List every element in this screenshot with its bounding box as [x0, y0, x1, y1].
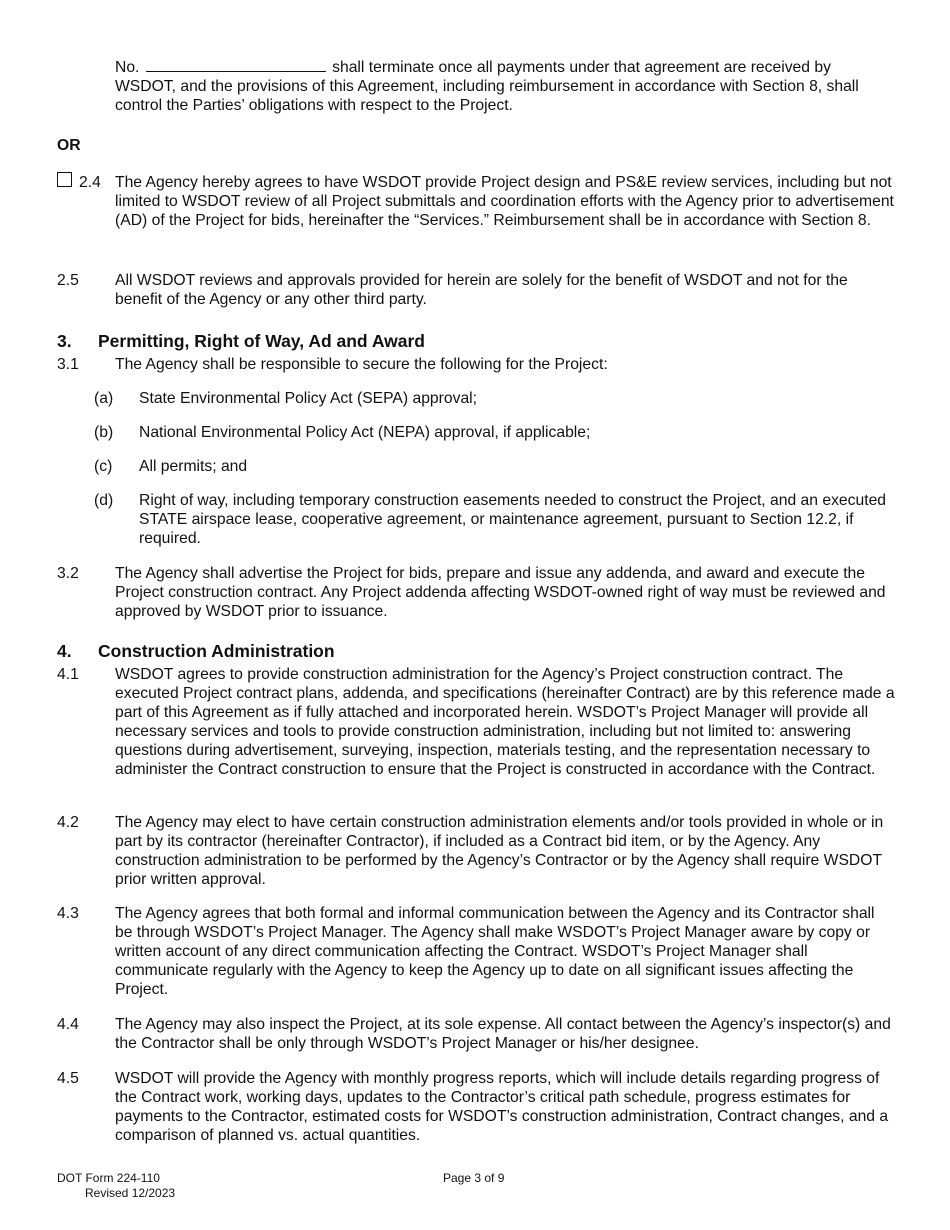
agreement-no-label: No.	[115, 59, 140, 76]
list-item-b-label: (b)	[94, 424, 114, 441]
footer-revised-date: Revised 12/2023	[85, 1186, 176, 1200]
list-item-d-text: Right of way, including temporary construction easements needed to construct the Project, and an executed STATE airspace lease, cooperative agreement, or maintenance agreement, pursuant to Section 12.2, if required.	[139, 492, 887, 547]
section-3-number: 3.	[57, 331, 72, 351]
paragraph-4-3-text: The Agency agrees that both formal and informal communication between the Agency and its Contractor shall be through WSDOT’s Project Manager. The Agency shall make WSDOT’s Project Manager aware by copy or written account of any direct communication affecting the Contract. WSDOT’s Project Manager shall communicate regularly with the Agency to keep the Agency up to date on all significant issues affecting the Project.	[115, 905, 875, 998]
list-item-c-label: (c)	[94, 458, 113, 475]
list-item-a-label: (a)	[94, 390, 114, 407]
list-item-d-label: (d)	[94, 492, 114, 509]
paragraph-3-2-number: 3.2	[57, 565, 79, 582]
paragraph-3-1-number: 3.1	[57, 356, 79, 373]
paragraph-4-5-text: WSDOT will provide the Agency with monthly progress reports, which will include details regarding progress of the Contract work, working days, updates to the Contractor’s critical path schedule, progress estimates for payments to the Contractor, estimated costs for WSDOT’s construction administration, Contract changes, and a comparison of planned vs. actual quantities.	[115, 1070, 889, 1144]
paragraph-2-3-text: shall terminate once all payments under that agreement are received by WSDOT, and the provisions of this Agreement, including reimbursement in accordance with Section 8, shall control the Parties’ obligations with respect to the Project.	[115, 59, 859, 114]
section-2-4-checkbox[interactable]	[57, 172, 72, 187]
paragraph-2-3-continuation	[115, 58, 895, 115]
list-item-a-text: State Environmental Policy Act (SEPA) approval;	[139, 390, 478, 407]
paragraph-4-5-number: 4.5	[57, 1070, 79, 1087]
paragraph-4-2-number: 4.2	[57, 814, 79, 831]
agreement-number-blank[interactable]	[146, 59, 326, 72]
section-3-heading	[57, 331, 425, 351]
list-item-b-text: National Environmental Policy Act (NEPA) approval, if applicable;	[139, 424, 591, 441]
paragraph-2-5-text: All WSDOT reviews and approvals provided for herein are solely for the benefit of WSDOT and not for the benefit of the Agency or any other third party.	[115, 272, 848, 308]
paragraph-2-4-text: The Agency hereby agrees to have WSDOT provide Project design and PS&E review services, including but not limited to WSDOT review of all Project submittals and coordination efforts with the Agency prior to advertisement (AD) of the Project for bids, hereinafter the “Services.” Reimbursement shall be in accordance with Section 8.	[115, 174, 894, 229]
section-4-heading	[57, 641, 335, 661]
paragraph-2-4-number: 2.4	[79, 174, 101, 191]
paragraph-3-1-text: The Agency shall be responsible to secure the following for the Project:	[115, 356, 608, 373]
or-label: OR	[57, 137, 81, 154]
paragraph-4-2-text: The Agency may elect to have certain construction administration elements and/or tools provided in whole or in part by its contractor (hereinafter Contractor), if included as a Contract bid item, or by the Agency. Any construction administration to be performed by the Agency’s Contractor or by the Agency shall require WSDOT prior written approval.	[115, 814, 884, 888]
paragraph-3-2-text: The Agency shall advertise the Project for bids, prepare and issue any addenda, and award and execute the Project construction contract. Any Project addenda affecting WSDOT-owned right of way must be reviewed and approved by WSDOT prior to issuance.	[115, 565, 886, 620]
section-3-title: Permitting, Right of Way, Ad and Award	[98, 331, 425, 351]
footer-page-number: Page 3 of 9	[443, 1171, 505, 1185]
paragraph-4-1-text: WSDOT agrees to provide construction administration for the Agency’s Project construction contract. The executed Project contract plans, addenda, and specifications (hereinafter Contract) are by this reference made a part of this Agreement as if fully attached and incorporated herein. WSDOT’s Project Manager will provide all necessary services and tools to provide construction administration, including but not limited to: answering questions during advertisement, surveying, inspection, materials testing, and the representation necessary to administer the Contract construction to ensure that the Project is constructed in accordance with the Contract.	[115, 666, 895, 778]
paragraph-4-4-text: The Agency may also inspect the Project, at its sole expense. All contact between the Agency’s inspector(s) and the Contractor shall be only through WSDOT’s Project Manager or his/her designee.	[115, 1016, 891, 1052]
paragraph-4-3-number: 4.3	[57, 905, 79, 922]
paragraph-4-4-number: 4.4	[57, 1016, 79, 1033]
paragraph-4-1-number: 4.1	[57, 666, 79, 683]
section-4-title: Construction Administration	[98, 641, 335, 661]
paragraph-2-5-number: 2.5	[57, 272, 79, 289]
footer-form-number: DOT Form 224-110	[57, 1171, 160, 1185]
list-item-c-text: All permits; and	[139, 458, 248, 475]
section-4-number: 4.	[57, 641, 72, 661]
